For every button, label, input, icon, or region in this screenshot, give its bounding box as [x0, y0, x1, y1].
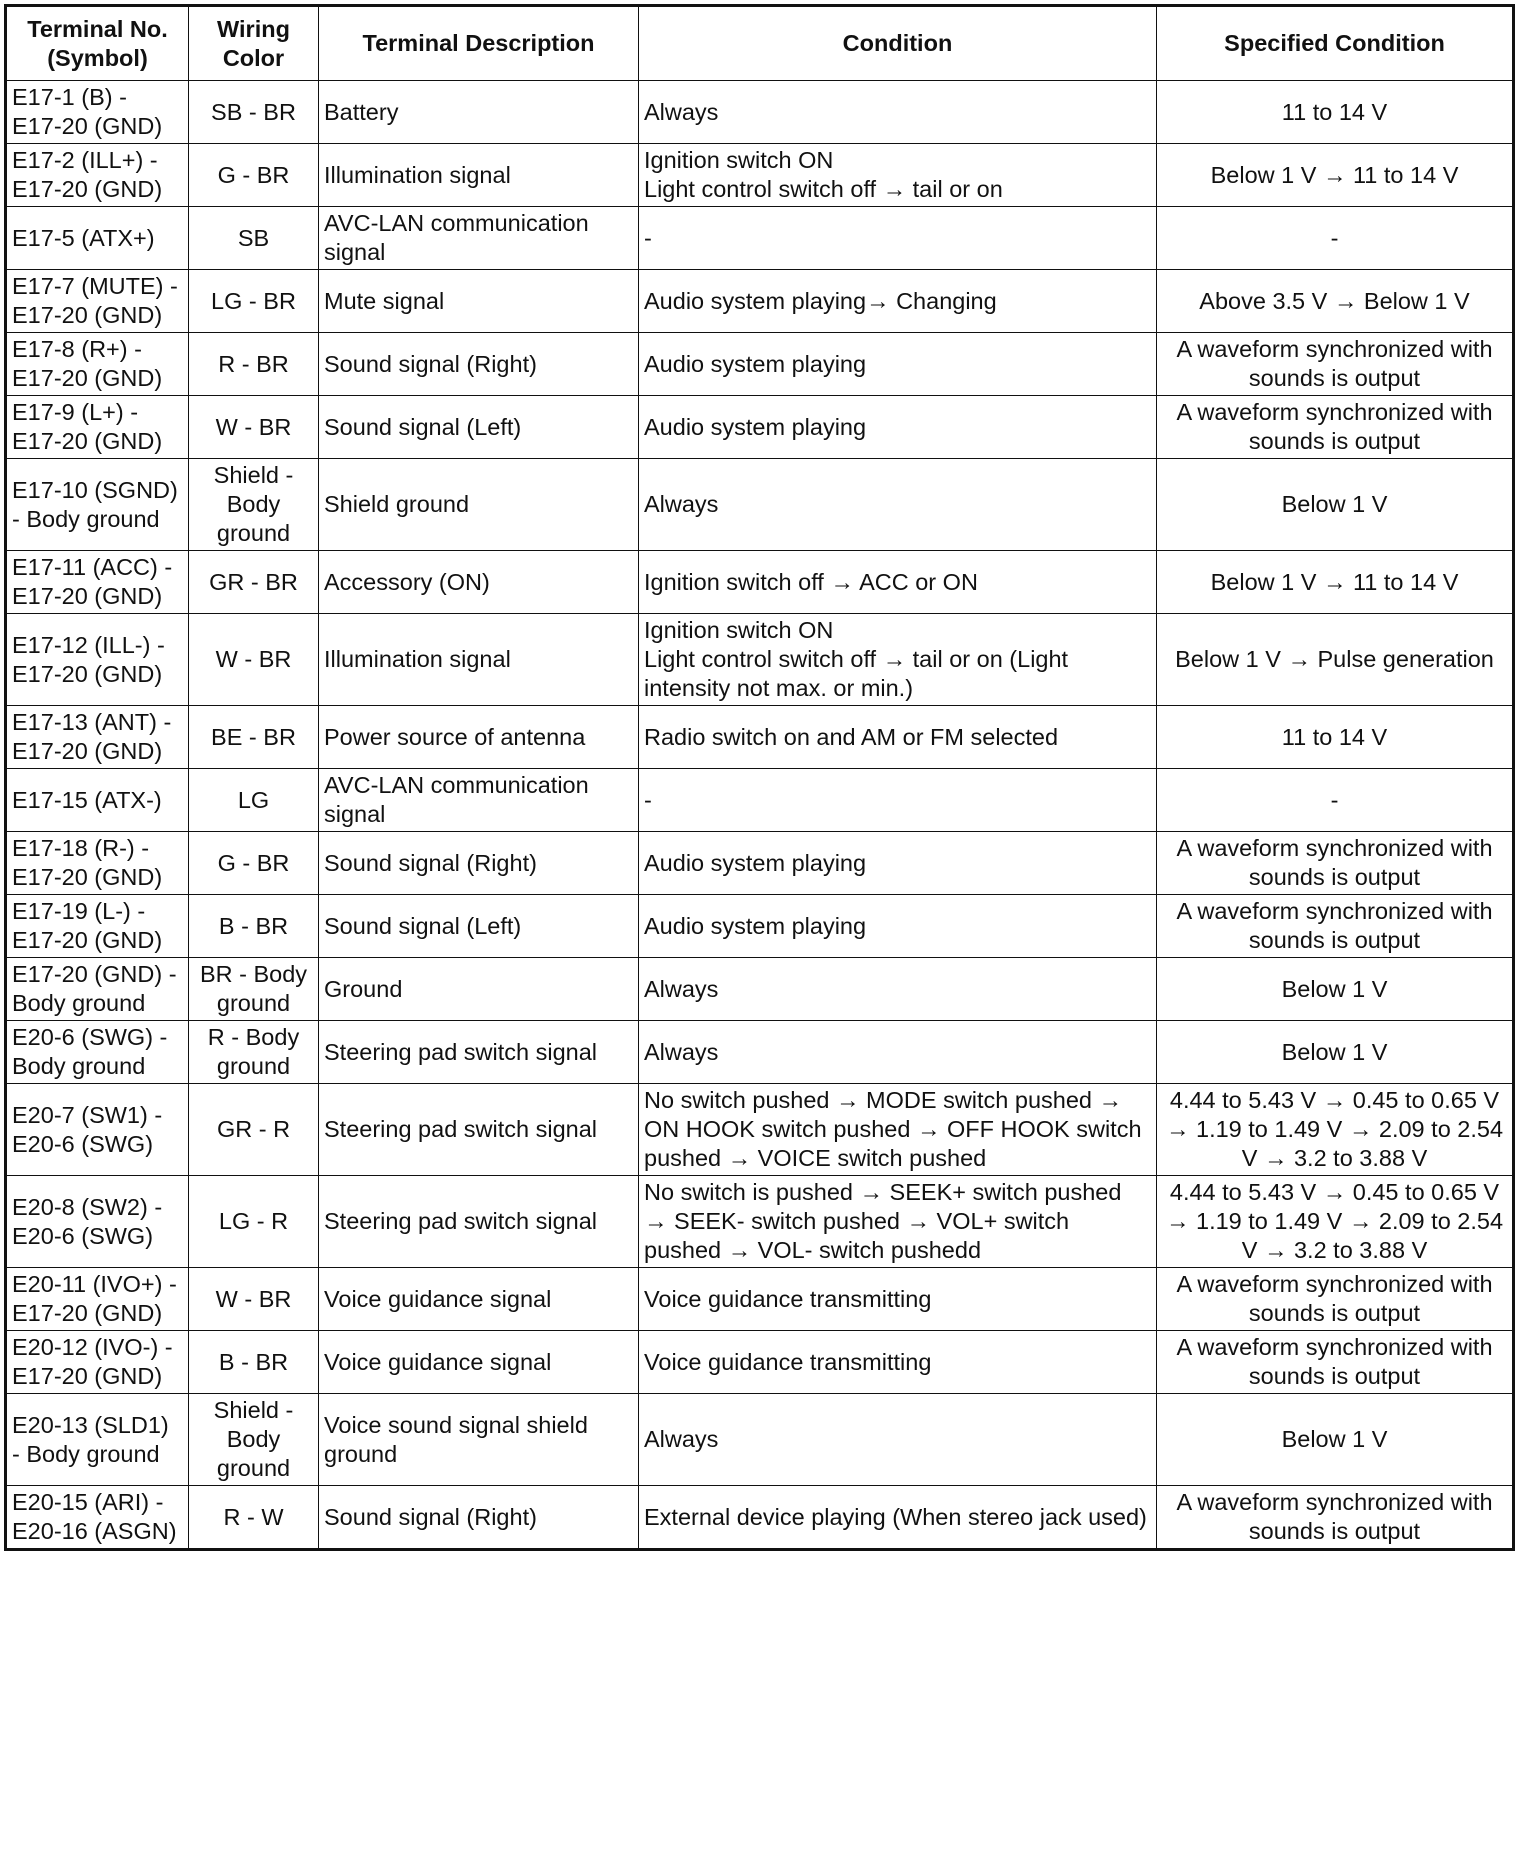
- description-cell: Voice sound signal shield ground: [319, 1394, 639, 1486]
- header-condition: Condition: [639, 6, 1157, 81]
- specified-condition-cell: A waveform synchronized with sounds is output: [1157, 895, 1514, 958]
- terminal-cell: E17-2 (ILL+) - E17-20 (GND): [6, 144, 189, 207]
- header-wiring-color: Wiring Color: [189, 6, 319, 81]
- terminal-cell: E17-1 (B) - E17-20 (GND): [6, 81, 189, 144]
- terminal-cell: E17-5 (ATX+): [6, 207, 189, 270]
- wiring-color-cell: B - BR: [189, 895, 319, 958]
- table-header-row: [6, 6, 1514, 81]
- terminal-cell: E17-9 (L+) - E17-20 (GND): [6, 396, 189, 459]
- table-row: [6, 1268, 1514, 1331]
- terminal-cell: E20-7 (SW1) - E20-6 (SWG): [6, 1084, 189, 1176]
- table-row: [6, 396, 1514, 459]
- condition-cell: Audio system playing: [639, 396, 1157, 459]
- specified-condition-cell: Below 1 V: [1157, 1021, 1514, 1084]
- table-row: [6, 1084, 1514, 1176]
- terminal-cell: E17-19 (L-) - E17-20 (GND): [6, 895, 189, 958]
- terminal-cell: E17-12 (ILL-) - E17-20 (GND): [6, 614, 189, 706]
- condition-cell: Audio system playing: [639, 333, 1157, 396]
- table-row: [6, 1331, 1514, 1394]
- table-row: [6, 270, 1514, 333]
- terminal-spec-table: [4, 4, 1515, 1551]
- description-cell: Sound signal (Right): [319, 832, 639, 895]
- specified-condition-cell: Below 1 V → 11 to 14 V: [1157, 551, 1514, 614]
- condition-cell: Ignition switch ON Light control switch off → tail or on (Light intensity not max. or min.): [639, 614, 1157, 706]
- header-specified-condition: Specified Condition: [1157, 6, 1514, 81]
- condition-cell: Ignition switch ON Light control switch off → tail or on: [639, 144, 1157, 207]
- table-row: [6, 333, 1514, 396]
- terminal-cell: E17-11 (ACC) - E17-20 (GND): [6, 551, 189, 614]
- wiring-color-cell: W - BR: [189, 1268, 319, 1331]
- wiring-color-cell: W - BR: [189, 396, 319, 459]
- table-row: [6, 81, 1514, 144]
- description-cell: Sound signal (Left): [319, 396, 639, 459]
- specified-condition-cell: 4.44 to 5.43 V → 0.45 to 0.65 V → 1.19 to 1.49 V → 2.09 to 2.54 V → 3.2 to 3.88 V: [1157, 1084, 1514, 1176]
- specified-condition-cell: 11 to 14 V: [1157, 81, 1514, 144]
- description-cell: AVC-LAN communication signal: [319, 207, 639, 270]
- condition-cell: Voice guidance transmitting: [639, 1331, 1157, 1394]
- specified-condition-cell: -: [1157, 769, 1514, 832]
- condition-cell: External device playing (When stereo jack used): [639, 1486, 1157, 1550]
- wiring-color-cell: GR - R: [189, 1084, 319, 1176]
- condition-cell: Audio system playing: [639, 895, 1157, 958]
- condition-cell: Always: [639, 459, 1157, 551]
- wiring-color-cell: LG: [189, 769, 319, 832]
- table-row: [6, 207, 1514, 270]
- description-cell: Battery: [319, 81, 639, 144]
- specified-condition-cell: Below 1 V: [1157, 1394, 1514, 1486]
- terminal-spec-document: [4, 4, 1512, 1551]
- table-row: [6, 144, 1514, 207]
- specified-condition-cell: -: [1157, 207, 1514, 270]
- terminal-cell: E17-18 (R-) - E17-20 (GND): [6, 832, 189, 895]
- wiring-color-cell: G - BR: [189, 832, 319, 895]
- wiring-color-cell: LG - R: [189, 1176, 319, 1268]
- table-row: [6, 958, 1514, 1021]
- specified-condition-cell: A waveform synchronized with sounds is output: [1157, 1331, 1514, 1394]
- terminal-cell: E20-6 (SWG) - Body ground: [6, 1021, 189, 1084]
- specified-condition-cell: Below 1 V → 11 to 14 V: [1157, 144, 1514, 207]
- condition-cell: -: [639, 769, 1157, 832]
- terminal-cell: E17-20 (GND) - Body ground: [6, 958, 189, 1021]
- description-cell: Illumination signal: [319, 614, 639, 706]
- description-cell: Shield ground: [319, 459, 639, 551]
- description-cell: Sound signal (Right): [319, 1486, 639, 1550]
- wiring-color-cell: BE - BR: [189, 706, 319, 769]
- terminal-cell: E17-8 (R+) - E17-20 (GND): [6, 333, 189, 396]
- terminal-cell: E20-8 (SW2) - E20-6 (SWG): [6, 1176, 189, 1268]
- wiring-color-cell: Shield - Body ground: [189, 459, 319, 551]
- wiring-color-cell: GR - BR: [189, 551, 319, 614]
- header-terminal: Terminal No. (Symbol): [6, 6, 189, 81]
- specified-condition-cell: Below 1 V → Pulse generation: [1157, 614, 1514, 706]
- wiring-color-cell: Shield - Body ground: [189, 1394, 319, 1486]
- condition-cell: Ignition switch off → ACC or ON: [639, 551, 1157, 614]
- table-row: [6, 769, 1514, 832]
- terminal-cell: E20-11 (IVO+) - E17-20 (GND): [6, 1268, 189, 1331]
- table-row: [6, 832, 1514, 895]
- wiring-color-cell: SB: [189, 207, 319, 270]
- specified-condition-cell: Below 1 V: [1157, 958, 1514, 1021]
- terminal-cell: E17-13 (ANT) - E17-20 (GND): [6, 706, 189, 769]
- condition-cell: -: [639, 207, 1157, 270]
- specified-condition-cell: Above 3.5 V → Below 1 V: [1157, 270, 1514, 333]
- condition-cell: Audio system playing→ Changing: [639, 270, 1157, 333]
- condition-cell: Always: [639, 1021, 1157, 1084]
- specified-condition-cell: 4.44 to 5.43 V → 0.45 to 0.65 V → 1.19 to 1.49 V → 2.09 to 2.54 V → 3.2 to 3.88 V: [1157, 1176, 1514, 1268]
- condition-cell: No switch pushed → MODE switch pushed → ON HOOK switch pushed → OFF HOOK switch pushed → VOICE switch pushed: [639, 1084, 1157, 1176]
- table-row: [6, 895, 1514, 958]
- terminal-cell: E20-12 (IVO-) - E17-20 (GND): [6, 1331, 189, 1394]
- description-cell: Voice guidance signal: [319, 1331, 639, 1394]
- condition-cell: Radio switch on and AM or FM selected: [639, 706, 1157, 769]
- table-row: [6, 1486, 1514, 1550]
- description-cell: Sound signal (Right): [319, 333, 639, 396]
- description-cell: Steering pad switch signal: [319, 1176, 639, 1268]
- description-cell: Voice guidance signal: [319, 1268, 639, 1331]
- description-cell: Accessory (ON): [319, 551, 639, 614]
- description-cell: AVC-LAN communication signal: [319, 769, 639, 832]
- wiring-color-cell: SB - BR: [189, 81, 319, 144]
- table-row: [6, 1021, 1514, 1084]
- wiring-color-cell: W - BR: [189, 614, 319, 706]
- terminal-cell: E20-15 (ARI) - E20-16 (ASGN): [6, 1486, 189, 1550]
- description-cell: Sound signal (Left): [319, 895, 639, 958]
- wiring-color-cell: BR - Body ground: [189, 958, 319, 1021]
- condition-cell: Audio system playing: [639, 832, 1157, 895]
- description-cell: Steering pad switch signal: [319, 1021, 639, 1084]
- wiring-color-cell: G - BR: [189, 144, 319, 207]
- terminal-cell: E17-10 (SGND) - Body ground: [6, 459, 189, 551]
- table-row: [6, 551, 1514, 614]
- terminal-cell: E20-13 (SLD1) - Body ground: [6, 1394, 189, 1486]
- specified-condition-cell: Below 1 V: [1157, 459, 1514, 551]
- condition-cell: Always: [639, 958, 1157, 1021]
- description-cell: Mute signal: [319, 270, 639, 333]
- table-row: [6, 1176, 1514, 1268]
- wiring-color-cell: LG - BR: [189, 270, 319, 333]
- header-terminal-description: Terminal Description: [319, 6, 639, 81]
- condition-cell: Always: [639, 81, 1157, 144]
- description-cell: Steering pad switch signal: [319, 1084, 639, 1176]
- wiring-color-cell: B - BR: [189, 1331, 319, 1394]
- wiring-color-cell: R - W: [189, 1486, 319, 1550]
- specified-condition-cell: 11 to 14 V: [1157, 706, 1514, 769]
- terminal-cell: E17-7 (MUTE) - E17-20 (GND): [6, 270, 189, 333]
- table-row: [6, 614, 1514, 706]
- description-cell: Ground: [319, 958, 639, 1021]
- table-body: [6, 81, 1514, 1550]
- table-row: [6, 459, 1514, 551]
- specified-condition-cell: A waveform synchronized with sounds is output: [1157, 333, 1514, 396]
- specified-condition-cell: A waveform synchronized with sounds is output: [1157, 1486, 1514, 1550]
- table-row: [6, 1394, 1514, 1486]
- specified-condition-cell: A waveform synchronized with sounds is output: [1157, 396, 1514, 459]
- condition-cell: Always: [639, 1394, 1157, 1486]
- terminal-cell: E17-15 (ATX-): [6, 769, 189, 832]
- wiring-color-cell: R - BR: [189, 333, 319, 396]
- description-cell: Illumination signal: [319, 144, 639, 207]
- wiring-color-cell: R - Body ground: [189, 1021, 319, 1084]
- condition-cell: No switch is pushed → SEEK+ switch pushed → SEEK- switch pushed → VOL+ switch pushed → VOL- switch pushedd: [639, 1176, 1157, 1268]
- table-row: [6, 706, 1514, 769]
- specified-condition-cell: A waveform synchronized with sounds is output: [1157, 832, 1514, 895]
- specified-condition-cell: A waveform synchronized with sounds is output: [1157, 1268, 1514, 1331]
- condition-cell: Voice guidance transmitting: [639, 1268, 1157, 1331]
- description-cell: Power source of antenna: [319, 706, 639, 769]
